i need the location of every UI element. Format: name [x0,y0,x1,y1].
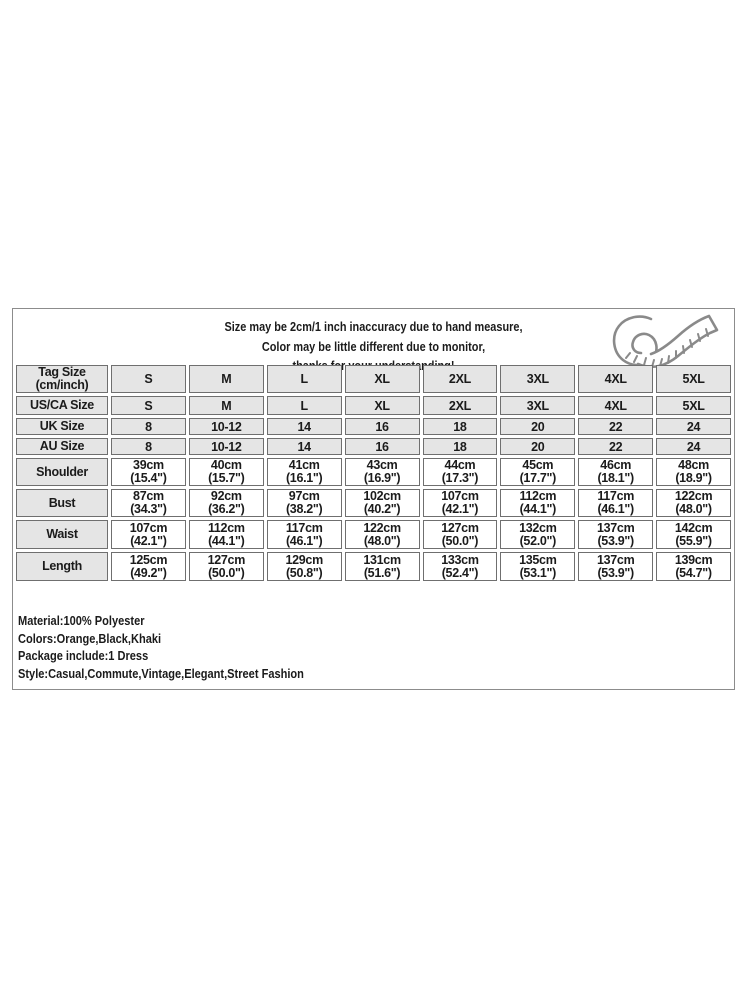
size-value-cell: 137cm (53.9") [578,552,653,581]
product-details [18,612,304,682]
size-value-cell: 18 [423,418,498,435]
size-value-cell: 102cm (40.2") [345,489,420,517]
size-value-cell: 10-12 [189,418,264,435]
size-value-cell: 107cm (42.1") [423,489,498,517]
size-value-cell: 112cm (44.1") [500,489,575,517]
size-value-cell: 43cm (16.9") [345,458,420,486]
size-value-cell: 40cm (15.7") [189,458,264,486]
size-value-cell: 142cm (55.9") [656,520,731,549]
size-value-cell: 20 [500,438,575,455]
disclaimer-line: Size may be 2cm/1 inch inaccuracy due to hand measure, [224,319,523,334]
table-row [16,365,731,393]
size-value-cell: 14 [267,418,342,435]
size-value-cell: 8 [111,438,186,455]
size-value-cell: 97cm (38.2") [267,489,342,517]
size-value-cell: 48cm (18.9") [656,458,731,486]
detail-material: Material:100% Polyester [18,613,145,628]
size-value-cell: 3XL [500,365,575,393]
size-value-cell: M [189,396,264,415]
size-value-cell: S [111,396,186,415]
size-value-cell: 122cm (48.0") [345,520,420,549]
table-row [16,520,731,549]
size-value-cell: 46cm (18.1") [578,458,653,486]
size-value-cell: 2XL [423,365,498,393]
size-value-cell: 127cm (50.0") [423,520,498,549]
table-row [16,438,731,455]
detail-style: Style:Casual,Commute,Vintage,Elegant,Street Fashion [18,665,304,681]
size-value-cell: 5XL [656,396,731,415]
size-value-cell: L [267,365,342,393]
size-value-cell: 125cm (49.2") [111,552,186,581]
size-value-cell: 16 [345,418,420,435]
size-value-cell: M [189,365,264,393]
size-value-cell: 133cm (52.4") [423,552,498,581]
size-value-cell: 10-12 [189,438,264,455]
table-row [16,458,731,486]
size-value-cell: 22 [578,418,653,435]
size-value-cell: 16 [345,438,420,455]
row-label-cell: Waist [16,520,108,549]
size-value-cell: 2XL [423,396,498,415]
size-value-cell: 122cm (48.0") [656,489,731,517]
size-value-cell: S [111,365,186,393]
size-value-cell: 112cm (44.1") [189,520,264,549]
size-value-cell: 45cm (17.7") [500,458,575,486]
row-label-cell: US/CA Size [16,396,108,415]
size-value-cell: 87cm (34.3") [111,489,186,517]
table-row [16,489,731,517]
size-value-cell: 24 [656,418,731,435]
size-chart-panel [12,308,735,690]
row-label-cell: Shoulder [16,458,108,486]
size-value-cell: 4XL [578,365,653,393]
table-row [16,552,731,581]
size-value-cell: XL [345,396,420,415]
row-label-cell: Length [16,552,108,581]
size-chart-table [13,362,734,584]
size-value-cell: 8 [111,418,186,435]
size-value-cell: 132cm (52.0") [500,520,575,549]
size-value-cell: 129cm (50.8") [267,552,342,581]
size-value-cell: 137cm (53.9") [578,520,653,549]
row-label-cell: UK Size [16,418,108,435]
table-row [16,418,731,435]
size-value-cell: 92cm (36.2") [189,489,264,517]
detail-colors: Colors:Orange,Black,Khaki [18,630,162,646]
table-row [16,396,731,415]
size-value-cell: 117cm (46.1") [267,520,342,549]
size-value-cell: 127cm (50.0") [189,552,264,581]
size-value-cell: 44cm (17.3") [423,458,498,486]
row-label-cell: Bust [16,489,108,517]
size-value-cell: 41cm (16.1") [267,458,342,486]
size-value-cell: 24 [656,438,731,455]
size-value-cell: 18 [423,438,498,455]
size-value-cell: L [267,396,342,415]
disclaimer-line: Color may be little different due to monitor, [261,338,486,354]
size-value-cell: XL [345,365,420,393]
size-value-cell: 22 [578,438,653,455]
size-value-cell: 3XL [500,396,575,415]
size-value-cell: 117cm (46.1") [578,489,653,517]
size-value-cell: 139cm (54.7") [656,552,731,581]
size-value-cell: 14 [267,438,342,455]
row-label-cell: AU Size [16,438,108,455]
size-value-cell: 20 [500,418,575,435]
size-value-cell: 107cm (42.1") [111,520,186,549]
row-label-cell: Tag Size (cm/inch) [16,365,108,393]
size-value-cell: 131cm (51.6") [345,552,420,581]
size-value-cell: 4XL [578,396,653,415]
size-value-cell: 135cm (53.1") [500,552,575,581]
detail-package: Package include:1 Dress [18,648,149,663]
size-value-cell: 39cm (15.4") [111,458,186,486]
size-value-cell: 5XL [656,365,731,393]
tape-measure-icon [606,311,724,369]
